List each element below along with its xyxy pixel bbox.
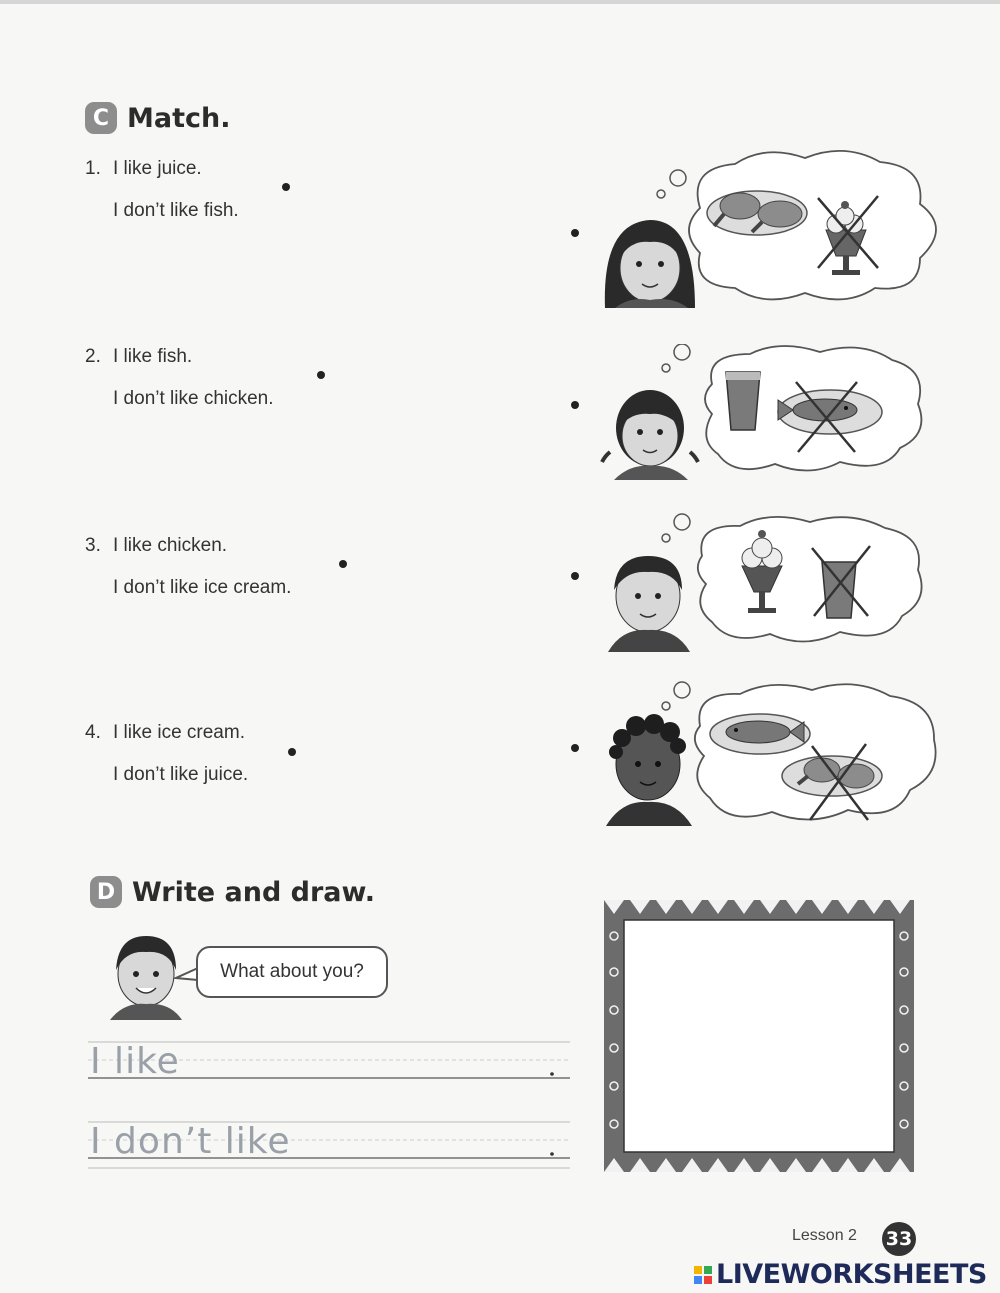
scan-edge: [0, 0, 1000, 4]
liveworksheets-logo: [694, 1259, 987, 1290]
item-dislike-text: I don’t like juice.: [113, 764, 249, 785]
picture-boy-icecream-no-juice: [600, 512, 930, 652]
match-dot-right-1[interactable]: [571, 229, 579, 237]
match-dot-right-3[interactable]: [571, 572, 579, 580]
picture-boy-fish-no-chicken: [600, 680, 940, 830]
chicken-plate-icon: [707, 191, 807, 235]
juice-glass-icon: [726, 372, 760, 430]
match-item-3: [85, 535, 291, 599]
section-d-header: [90, 876, 375, 908]
picture-girl-chicken-no-icecream: [600, 148, 960, 310]
section-c-badge: C: [85, 102, 117, 134]
match-item-4: [85, 722, 248, 786]
item-like-text: I like ice cream.: [113, 722, 245, 743]
item-number: 4.: [85, 722, 101, 743]
item-number: 1.: [85, 158, 101, 179]
trace-text-dont-like: I don’t like: [90, 1121, 291, 1162]
drawing-frame[interactable]: [604, 900, 914, 1172]
liveworksheets-text: LIVEWORKSHEETS: [716, 1259, 987, 1290]
boy-avatar: [608, 556, 690, 652]
lesson-label: Lesson 2: [792, 1227, 857, 1244]
item-dislike-text: I don’t like fish.: [113, 200, 239, 221]
trace-text-like: I like: [90, 1041, 180, 1082]
page-number: 33: [882, 1222, 916, 1256]
match-dot-right-2[interactable]: [571, 401, 579, 409]
item-number: 2.: [85, 346, 101, 367]
section-c-header: [85, 102, 230, 134]
girl-avatar: [605, 220, 695, 308]
item-like-text: I like fish.: [113, 346, 193, 367]
match-dot-right-4[interactable]: [571, 744, 579, 752]
item-dislike-text: I don’t like ice cream.: [113, 577, 292, 598]
item-number: 3.: [85, 535, 101, 556]
section-c-title: Match.: [127, 102, 231, 134]
match-item-1: [85, 158, 239, 222]
match-dot-left-3[interactable]: [339, 560, 347, 568]
speech-bubble: What about you?: [196, 946, 388, 998]
match-dot-left-1[interactable]: [282, 183, 290, 191]
item-like-text: I like juice.: [113, 158, 202, 179]
item-like-text: I like chicken.: [113, 535, 228, 556]
girl-braids-avatar: [602, 390, 698, 480]
section-d-title: Write and draw.: [132, 876, 375, 908]
boy-curly-avatar: [606, 714, 692, 826]
picture-girl-juice-no-fish: [600, 344, 930, 480]
section-d-badge: D: [90, 876, 122, 908]
fish-plate-icon: [710, 714, 810, 754]
liveworksheets-icon: [694, 1266, 712, 1284]
match-item-2: [85, 346, 274, 410]
match-dot-left-4[interactable]: [288, 748, 296, 756]
item-dislike-text: I don’t like chicken.: [113, 388, 274, 409]
match-dot-left-2[interactable]: [317, 371, 325, 379]
